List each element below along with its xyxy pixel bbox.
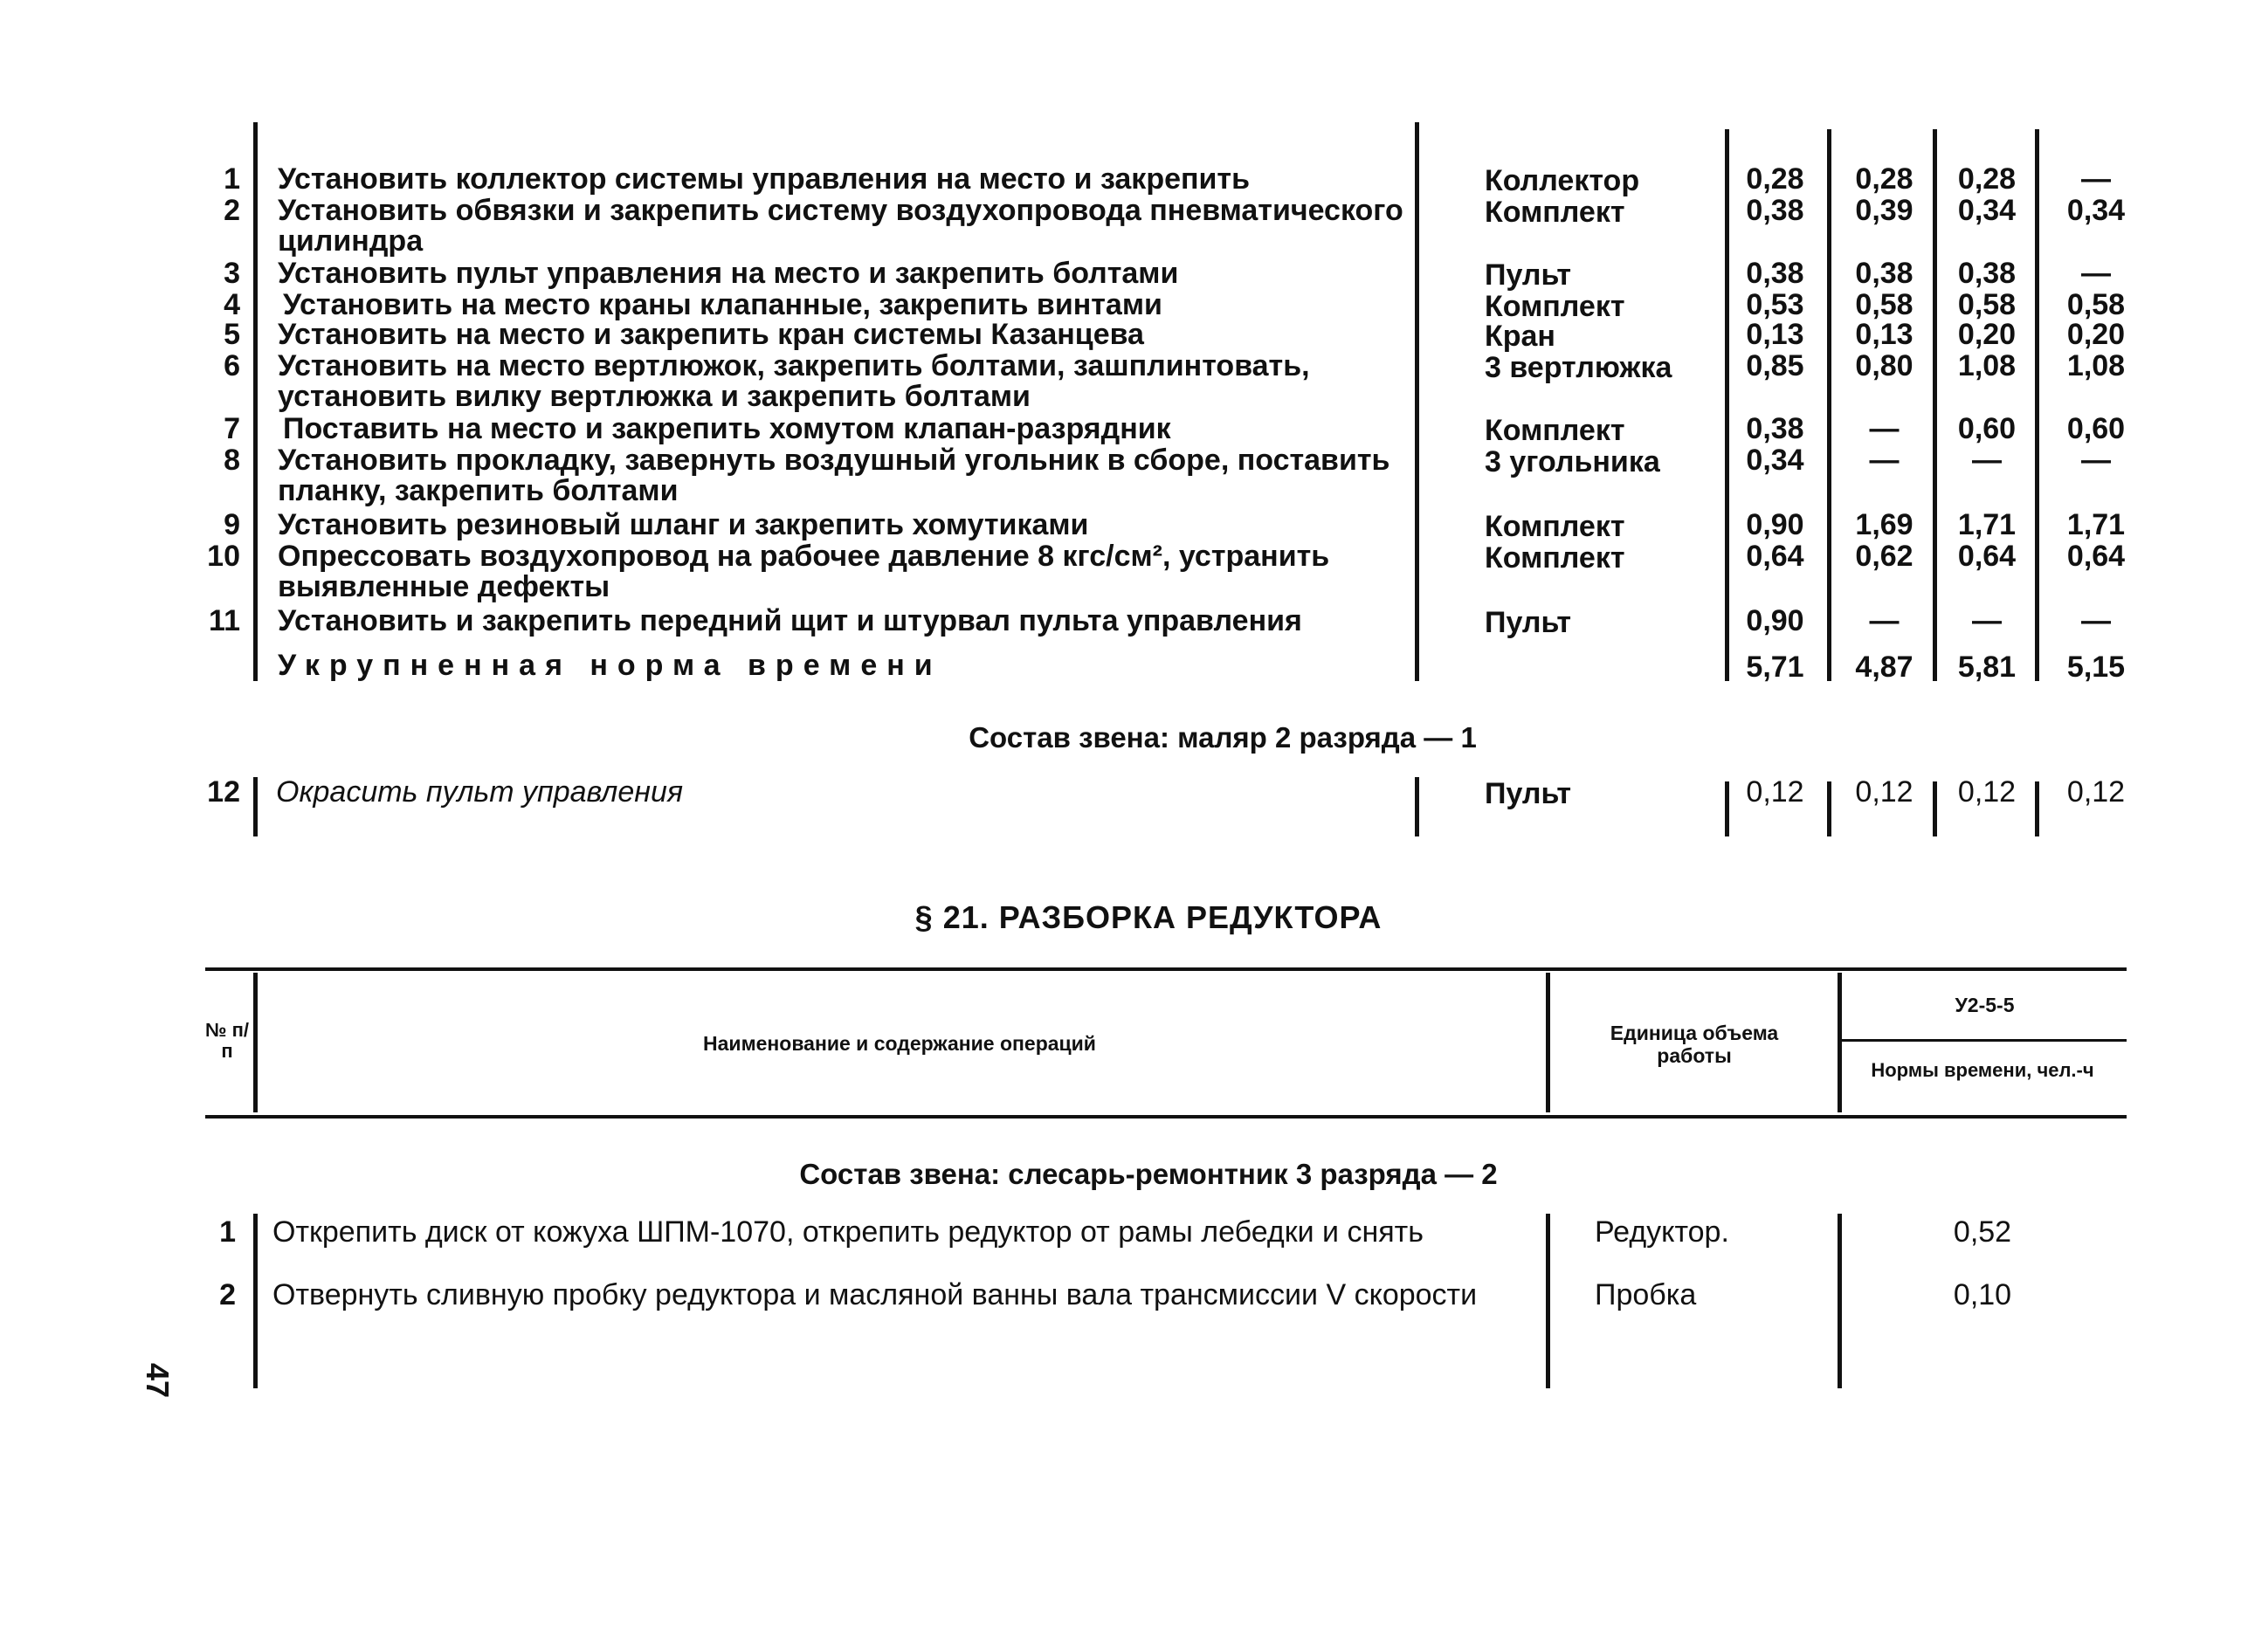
- norm-value: 0,12: [1957, 775, 2017, 809]
- row-number: 4: [224, 288, 240, 321]
- total-value: 5,81: [1957, 650, 2017, 684]
- norm-value: 0,58: [2066, 288, 2126, 321]
- header-operation: Наименование и содержание операций: [703, 1032, 1096, 1055]
- norm-value: 0,80: [1855, 349, 1913, 382]
- norm-value: —: [1869, 444, 1900, 477]
- header-number: № п/п: [204, 1019, 250, 1062]
- norm-value: 0,39: [1855, 194, 1913, 227]
- unit-text: Пульт: [1485, 777, 1572, 810]
- unit-text: Пробка: [1595, 1278, 1697, 1311]
- norm-value: 0,38: [1746, 257, 1804, 290]
- operation-text: Установить резиновый шланг и закрепить хомутиками: [278, 508, 1089, 541]
- row-number: 5: [224, 318, 240, 351]
- norm-value: 0,60: [1957, 412, 2017, 445]
- norm-value: —: [1972, 604, 2002, 637]
- unit-text: Редуктор.: [1595, 1215, 1729, 1249]
- norm-value: 0,12: [1855, 775, 1913, 809]
- operation-text: Установить обвязки и закрепить систему воздухопровода пневматического цилиндра: [278, 194, 1403, 258]
- crew-heading: Состав звена: маляр 2 разряда — 1: [969, 721, 1477, 754]
- unit-text: Комплект: [1485, 290, 1625, 323]
- norm-value: 0,64: [1957, 540, 2017, 573]
- row-number: 10: [207, 540, 240, 573]
- section-title: § 21. РАЗБОРКА РЕДУКТОРА: [914, 899, 1383, 935]
- row-number: 11: [209, 604, 240, 637]
- page-number: 47: [140, 1362, 176, 1399]
- row-number: 1: [219, 1215, 236, 1249]
- row-number: 2: [224, 194, 240, 227]
- norm-value: 0,53: [1746, 288, 1804, 321]
- norm-value: 1,71: [1957, 508, 2017, 541]
- operation-text: Отвернуть сливную пробку редуктора и масляной ванны вала трансмиссии V скорости: [272, 1278, 1478, 1311]
- norm-value: 0,34: [1746, 444, 1804, 477]
- header-unit: Единица объема работы: [1610, 1022, 1779, 1067]
- norm-value: 1,08: [1957, 349, 2017, 382]
- norm-value: 0,38: [1957, 257, 2017, 290]
- norm-value: 0,64: [1746, 540, 1804, 573]
- norm-value: 0,34: [2066, 194, 2126, 227]
- norm-value: —: [2081, 604, 2111, 637]
- norm-value: 0,38: [1746, 194, 1804, 227]
- norm-value: —: [2081, 162, 2111, 196]
- unit-text: Комплект: [1485, 196, 1625, 229]
- norm-value: 0,58: [1855, 288, 1913, 321]
- unit-text: Пульт: [1485, 258, 1572, 292]
- row-number: 1: [224, 162, 240, 196]
- unit-text: Коллектор: [1485, 164, 1640, 197]
- norm-value: 0,28: [1746, 162, 1804, 196]
- total-label: Укрупненная норма времени: [278, 649, 942, 682]
- norm-value: 0,90: [1746, 508, 1804, 541]
- operation-text: Установить и закрепить передний щит и штурвал пульта управления: [278, 604, 1302, 637]
- norm-value: 0,20: [1957, 318, 2017, 351]
- unit-text: 3 угольника: [1485, 445, 1660, 478]
- unit-text: Комплект: [1485, 541, 1625, 575]
- unit-text: Комплект: [1485, 414, 1625, 447]
- norm-value: 0,34: [1957, 194, 2017, 227]
- operation-text: Установить на место и закрепить кран системы Казанцева: [278, 318, 1144, 351]
- norm-value: 0,62: [1855, 540, 1913, 573]
- norm-value: 0,13: [1855, 318, 1913, 351]
- norm-value: 0,10: [1953, 1278, 2012, 1311]
- operation-text: Установить на место вертлюжок, закрепить болтами, зашплинтовать, установить вилку вертлюжка и закрепить болтами: [278, 349, 1310, 413]
- total-value: 5,15: [2066, 650, 2126, 684]
- operation-text: Открепить диск от кожуха ШПМ-1070, открепить редуктор от рамы лебедки и снять: [272, 1215, 1424, 1249]
- row-number: 8: [224, 444, 240, 477]
- norm-value: 0,12: [1746, 775, 1804, 809]
- norm-value: 0,13: [1746, 318, 1804, 351]
- norm-value: 0,28: [1855, 162, 1913, 196]
- norm-value: 0,12: [2066, 775, 2126, 809]
- norm-value: 0,20: [2066, 318, 2126, 351]
- unit-text: 3 вертлюжка: [1485, 351, 1672, 384]
- row-number: 2: [219, 1278, 236, 1311]
- norm-value: —: [2081, 444, 2111, 477]
- norm-value: 0,60: [2066, 412, 2126, 445]
- crew-heading: Состав звена: слесарь-ремонтник 3 разряда — 2: [799, 1158, 1498, 1190]
- unit-text: Пульт: [1485, 606, 1572, 639]
- total-value: 4,87: [1855, 650, 1913, 684]
- operation-text: Поставить на место и закрепить хомутом клапан-разрядник: [283, 412, 1171, 445]
- norm-value: 0,90: [1746, 604, 1804, 637]
- norm-value: 0,58: [1957, 288, 2017, 321]
- norm-value: 0,28: [1957, 162, 2017, 196]
- header-code: У2-5-5: [1955, 994, 2015, 1016]
- row-number: 7: [224, 412, 240, 445]
- norm-value: 0,85: [1746, 349, 1804, 382]
- norm-value: 1,71: [2066, 508, 2126, 541]
- operation-text: Установить коллектор системы управления на место и закрепить: [278, 162, 1250, 196]
- norm-value: 0,64: [2066, 540, 2126, 573]
- operation-text: Установить пульт управления на место и закрепить болтами: [278, 257, 1179, 290]
- unit-text: Комплект: [1485, 510, 1625, 543]
- total-value: 5,71: [1746, 650, 1804, 684]
- norm-value: 1,08: [2066, 349, 2126, 382]
- norm-value: 0,38: [1746, 412, 1804, 445]
- operation-text: Опрессовать воздухопровод на рабочее давление 8 кгс/см², устранить выявленные дефекты: [278, 540, 1330, 603]
- unit-text: Кран: [1485, 320, 1555, 353]
- norm-value: —: [1972, 444, 2002, 477]
- norm-value: —: [2081, 257, 2111, 290]
- header-norms: Нормы времени, чел.-ч: [1871, 1059, 2094, 1081]
- row-number: 3: [224, 257, 240, 290]
- operation-text: Установить прокладку, завернуть воздушный угольник в сборе, поставить планку, закрепить болтами: [278, 444, 1390, 507]
- operation-text: Установить на место краны клапанные, закрепить винтами: [283, 288, 1162, 321]
- norm-value: 0,38: [1855, 257, 1913, 290]
- norm-value: —: [1869, 412, 1900, 445]
- norm-value: 1,69: [1855, 508, 1913, 541]
- norm-value: —: [1869, 604, 1900, 637]
- row-number: 12: [207, 775, 240, 809]
- row-number: 6: [224, 349, 240, 382]
- row-number: 9: [224, 508, 240, 541]
- norm-value: 0,52: [1953, 1215, 2012, 1249]
- operation-text: Окрасить пульт управления: [276, 775, 684, 809]
